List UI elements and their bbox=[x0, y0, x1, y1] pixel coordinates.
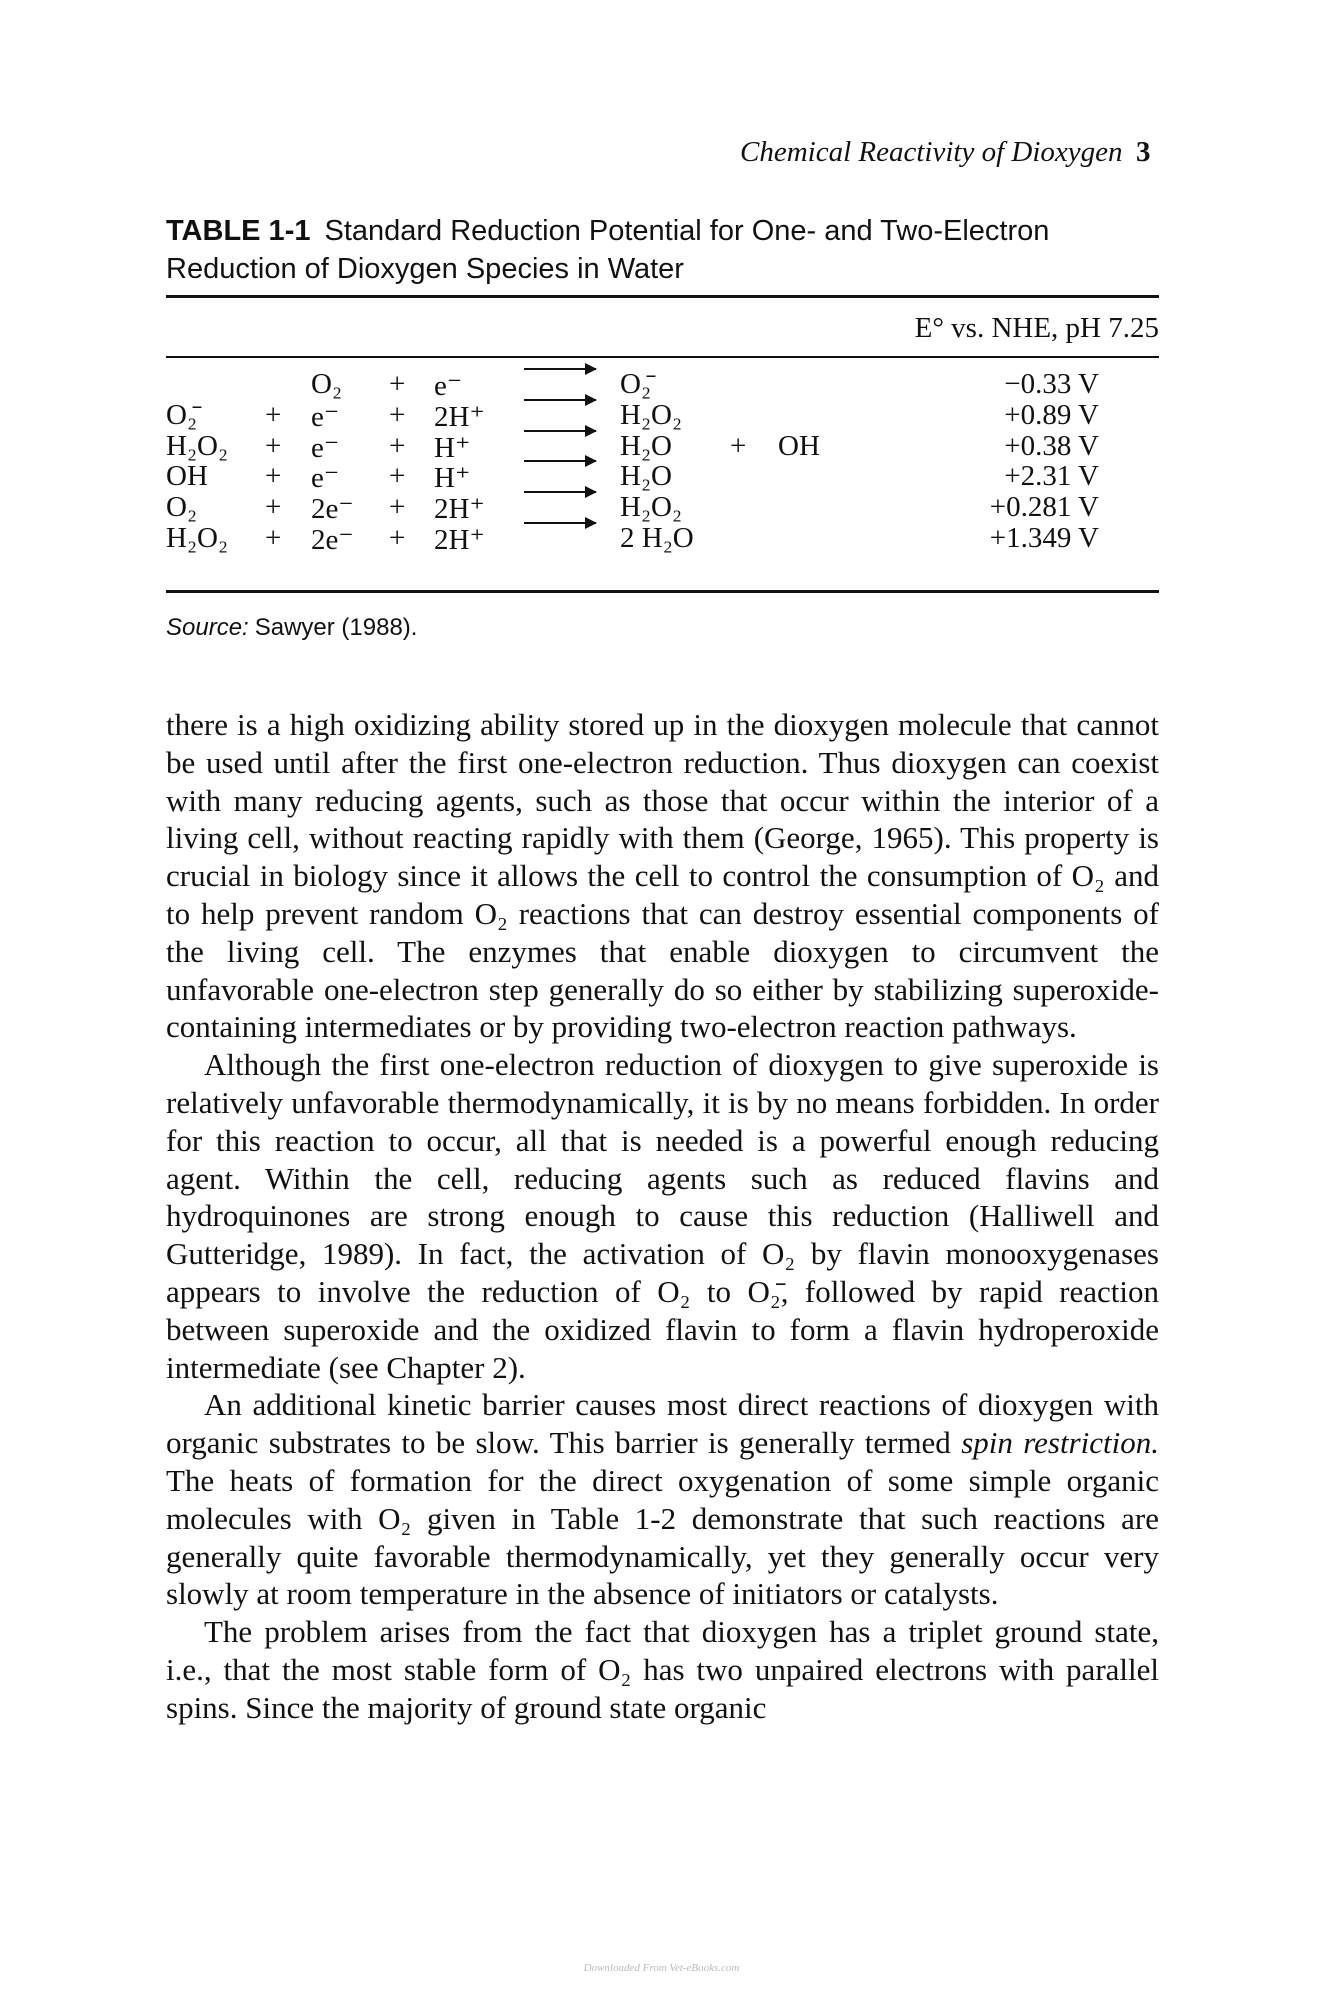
reactant-1: H₂O₂ bbox=[166, 429, 229, 462]
reduction-potential: −0.33 V bbox=[1004, 368, 1099, 400]
reduction-potential: +0.281 V bbox=[989, 491, 1099, 524]
product: H₂O bbox=[620, 429, 672, 462]
table-bottom-rule bbox=[166, 590, 1159, 593]
reactant-3: e⁻ bbox=[434, 370, 463, 402]
table-title-line1: Standard Reduction Potential for One- and Two-Electron bbox=[324, 215, 1050, 247]
reactant-2: O₂ bbox=[311, 368, 343, 400]
reactant-1: O₂̄ bbox=[166, 398, 198, 431]
plus-sign: + bbox=[389, 368, 406, 400]
paragraph-text: The heats of formation for the direct oxygenation of some simple organic molecules with O₂ given in Table 1-2 demonstrate that such reactions are generally quite favorable thermodynamically, yet they generally occur very slowly at room temperature in the absence of initiators or catalysts. bbox=[166, 1462, 1159, 1612]
plus-sign: + bbox=[730, 429, 747, 462]
running-head: Chemical Reactivity of Dioxygen bbox=[740, 136, 1123, 168]
reduction-potential: +2.31 V bbox=[1004, 460, 1099, 493]
table-title-line2: Reduction of Dioxygen Species in Water bbox=[166, 253, 684, 285]
paragraph: Although the first one-electron reduction of dioxygen to give superoxide is relatively unfavorable thermodynamically, it is by no means forbidden. In order for this reaction to occur, all that is needed is a powerful enough reducing agent. Within the cell, reducing agents such as reduced flavins and hydroquinones are strong enough to cause this reduction (Halliwell and Gutteridge, 1989). In fact, the activation of O₂ by flavin monooxygenases appears to involve the reduction of O₂ to O₂̄, followed by rapid reaction between superoxide and the oxidized flavin to form a flavin hydroperoxide intermediate (see Chapter 2). bbox=[166, 1047, 1159, 1385]
reactant-1: H₂O₂ bbox=[166, 522, 229, 554]
emphasis-term: spin restriction. bbox=[961, 1425, 1159, 1461]
reactant-3: H⁺ bbox=[434, 431, 471, 464]
footer-watermark: Downloaded From Vet-eBooks.com bbox=[583, 1962, 740, 1974]
reactant-2: 2e⁻ bbox=[311, 493, 354, 526]
reactant-3: H⁺ bbox=[434, 462, 471, 495]
reduction-potential: +0.38 V bbox=[1004, 429, 1099, 462]
reactant-2: e⁻ bbox=[311, 400, 340, 433]
reactant-1: OH bbox=[166, 460, 208, 493]
plus-sign: + bbox=[265, 429, 282, 462]
table-source bbox=[166, 614, 417, 642]
table-header-rule bbox=[166, 356, 1159, 358]
reactant-3: 2H⁺ bbox=[434, 524, 485, 556]
source-label: Source: bbox=[166, 614, 249, 641]
product: H₂O₂ bbox=[620, 398, 683, 431]
reactant-2: e⁻ bbox=[311, 431, 340, 464]
body-text bbox=[166, 706, 1159, 1727]
product: H₂O bbox=[620, 460, 672, 493]
source-text: Sawyer (1988). bbox=[254, 614, 418, 641]
plus-sign: + bbox=[389, 429, 406, 462]
plus-sign: + bbox=[389, 398, 406, 431]
page-number: 3 bbox=[1136, 136, 1151, 168]
plus-sign: + bbox=[265, 460, 282, 493]
reduction-potential: +0.89 V bbox=[1004, 398, 1099, 431]
reactant-2: e⁻ bbox=[311, 462, 340, 495]
reduction-potential: +1.349 V bbox=[989, 522, 1099, 554]
table-label: TABLE 1-1 bbox=[166, 215, 311, 247]
table-top-rule bbox=[166, 295, 1159, 298]
product: H₂O₂ bbox=[620, 491, 683, 524]
plus-sign: + bbox=[389, 522, 406, 554]
reactant-3: 2H⁺ bbox=[434, 400, 485, 433]
product-2: OH bbox=[778, 429, 820, 462]
plus-sign: + bbox=[265, 522, 282, 554]
plus-sign: + bbox=[265, 398, 282, 431]
reaction-row bbox=[0, 522, 1323, 558]
paragraph-text: An additional kinetic barrier causes most direct reactions of dioxygen with organic substrates to be slow. This barrier is generally termed bbox=[166, 1387, 1159, 1461]
column-header: E° vs. NHE, pH 7.25 bbox=[914, 312, 1159, 344]
reactant-1: O₂ bbox=[166, 491, 198, 524]
plus-sign: + bbox=[389, 460, 406, 493]
paragraph: there is a high oxidizing ability stored up in the dioxygen molecule that cannot be used until after the first one-electron reduction. Thus dioxygen can coexist with many reducing agents, such as those that occur within the interior of a living cell, without reacting rapidly with them (George, 1965). This property is crucial in biology since it allows the cell to control the consumption of O₂ and to help prevent random O₂ reactions that can destroy essential components of the living cell. The enzymes that enable dioxygen to circumvent the unfavorable one-electron step generally do so either by stabilizing superoxide-containing intermediates or by providing two-electron reaction pathways. bbox=[166, 707, 1159, 1045]
product: O₂̄ bbox=[620, 368, 652, 400]
table-caption bbox=[166, 212, 1066, 288]
product: 2 H₂O bbox=[620, 522, 694, 554]
plus-sign: + bbox=[265, 491, 282, 524]
paragraph bbox=[166, 1386, 1159, 1613]
reactant-3: 2H⁺ bbox=[434, 493, 485, 526]
plus-sign: + bbox=[389, 491, 406, 524]
reactant-2: 2e⁻ bbox=[311, 524, 354, 556]
paragraph: The problem arises from the fact that dioxygen has a triplet ground state, i.e., that the most stable form of O₂ has two unpaired electrons with parallel spins. Since the majority of ground state organic bbox=[166, 1614, 1159, 1725]
